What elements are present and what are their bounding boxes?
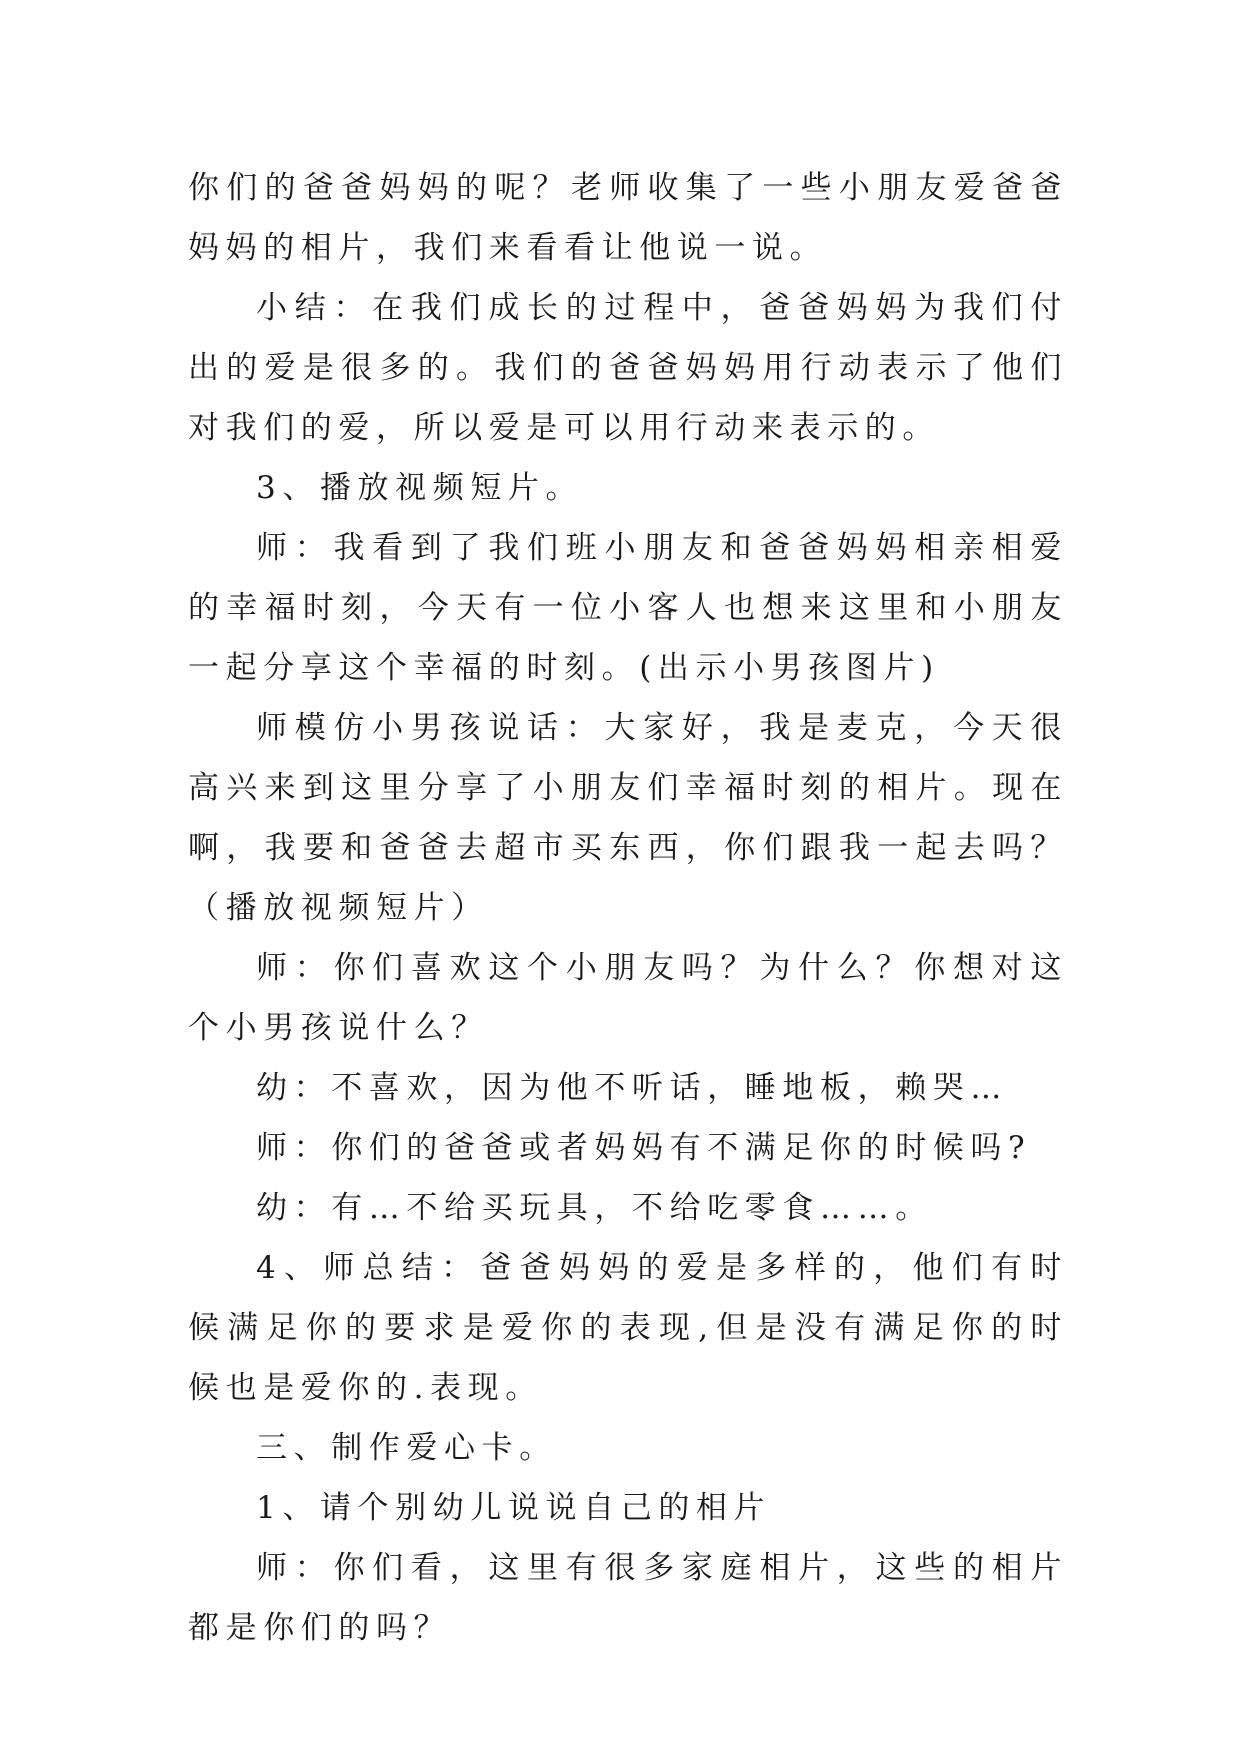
paragraph: 1、请个别幼儿说说自己的相片	[256, 1490, 772, 1526]
paragraph: 师模仿小男孩说话：大家好，我是麦克，今天很高兴来到这里分享了小朋友们幸福时刻的相片。现在啊，我要和爸爸去超市买东西，你们跟我一起去吗？（播放视频短片）	[188, 710, 1068, 926]
paragraph: 小结：在我们成长的过程中，爸爸妈妈为我们付出的爱是很多的。我们的爸爸妈妈用行动表示了他们对我们的爱，所以爱是可以用行动来表示的。	[188, 290, 1068, 446]
paragraph: 师：你们看，这里有很多家庭相片，这些的相片都是你们的吗？	[188, 1550, 1068, 1646]
paragraph: 师：你们喜欢这个小朋友吗？为什么？你想对这个小男孩说什么？	[188, 950, 1068, 1046]
paragraph: 4、师总结：爸爸妈妈的爱是多样的，他们有时候满足你的要求是爱你的表现,但是没有满足你的时候也是爱你的.表现。	[188, 1250, 1068, 1406]
paragraph: 你们的爸爸妈妈的呢？老师收集了一些小朋友爱爸爸妈妈的相片，我们来看看让他说一说。	[188, 170, 1068, 266]
paragraph: 三、制作爱心卡。	[256, 1430, 557, 1466]
paragraph: 幼：有…不给买玩具，不给吃零食……。	[256, 1190, 933, 1226]
paragraph: 师：你们的爸爸或者妈妈有不满足你的时候吗?	[256, 1130, 1032, 1166]
paragraph: 3、播放视频短片。	[256, 470, 584, 506]
paragraph: 幼：不喜欢，因为他不听话，睡地板，赖哭…	[256, 1070, 1008, 1106]
document-body	[188, 158, 1068, 1658]
paragraph: 师：我看到了我们班小朋友和爸爸妈妈相亲相爱的幸福时刻，今天有一位小客人也想来这里和小朋友一起分享这个幸福的时刻。(出示小男孩图片)	[188, 530, 1068, 686]
